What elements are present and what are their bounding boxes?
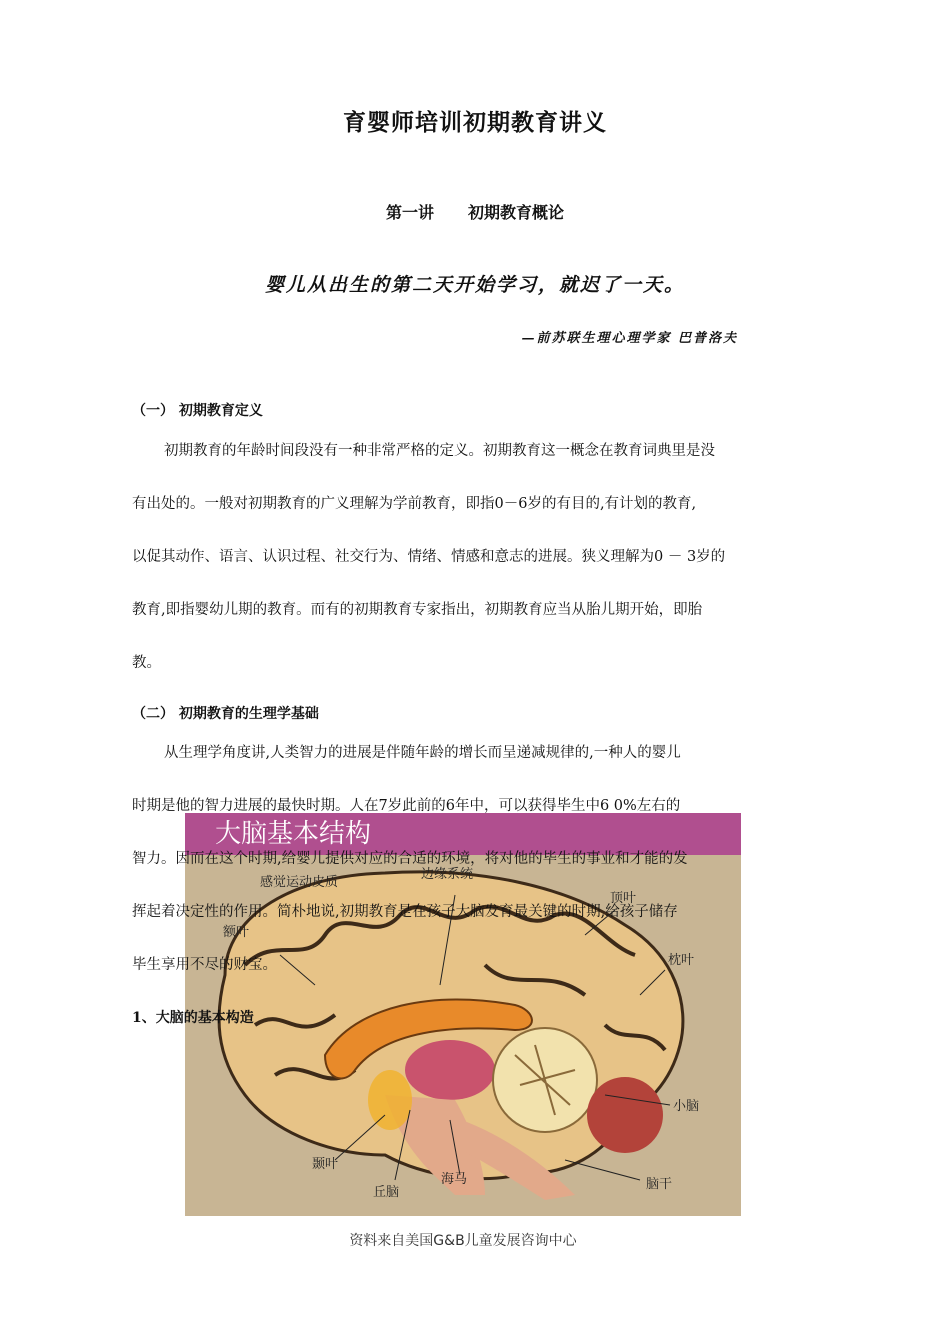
label-occipital: 枕叶	[668, 953, 695, 968]
paragraph-line: 以促其动作、语言、认识过程、社交行为、情绪、情感和意志的进展。狭义理解为0 － 3岁的	[132, 549, 726, 565]
paragraph-line: 有出处的。一般对初期教育的广义理解为学前教育，即指0－6岁的有目的,有计划的教育,	[132, 496, 697, 512]
label-hippocampus: 海马	[441, 1172, 468, 1187]
section-heading-physiology: （二） 初期教育的生理学基础	[132, 706, 319, 722]
lecture-number: 第一讲	[385, 203, 434, 222]
label-cortex: 感觉运动皮质	[260, 875, 339, 890]
paragraph-line: 毕生享用不尽的财宝。	[132, 957, 277, 973]
label-thalamus: 丘脑	[373, 1185, 400, 1200]
paragraph-line: 智力。因而在这个时期,给婴儿提供对应的合适的环境，将对他的毕生的事业和才能的发	[132, 851, 688, 867]
epigraph-quote: 婴儿从出生的第二天开始学习，就迟了一天。	[264, 274, 685, 296]
figure-header: 大脑基本结构	[185, 813, 741, 855]
document-title: 育婴师培训初期教育讲义	[343, 109, 607, 136]
label-limbic: 边缘系统	[421, 867, 474, 882]
paragraph-physiology	[132, 727, 806, 992]
label-parietal: 顶叶	[610, 891, 637, 906]
paragraph-line: 挥起着决定性的作用。简朴地说,初期教育是在孩子大脑发育最关键的时期,给孩子储存	[132, 904, 678, 920]
label-frontal: 额叶	[223, 925, 250, 940]
paragraph-line: 时期是他的智力进展的最快时期。人在7岁此前的6年中，可以获得毕生中6 0%左右的	[132, 798, 681, 814]
label-temporal: 颞叶	[312, 1157, 339, 1172]
paragraph-line: 教。	[132, 655, 161, 671]
section-heading-definition: （一） 初期教育定义	[132, 403, 263, 419]
label-brainstem: 脑干	[646, 1177, 673, 1192]
paragraph-line: 从生理学角度讲,人类智力的进展是伴随年龄的增长而呈递减规律的,一种人的婴儿	[164, 745, 681, 761]
paragraph-definition	[132, 425, 806, 690]
lecture-topic: 初期教育概论	[468, 203, 565, 222]
paragraph-line: 教育,即指婴幼儿期的教育。而有的初期教育专家指出，初期教育应当从胎儿期开始，即胎	[132, 602, 703, 618]
lecture-heading	[0, 200, 950, 223]
epigraph-attribution: —前苏联生理心理学家 巴普洛夫	[521, 331, 738, 346]
label-cerebellum: 小脑	[673, 1099, 700, 1114]
figure-source-note: 资料来自美国G&B儿童发展咨询中心	[185, 1216, 741, 1267]
subheading-brain-structure: 1、大脑的基本构造	[132, 1010, 254, 1026]
paragraph-line: 初期教育的年龄时间段没有一种非常严格的定义。初期教育这一概念在教育词典里是没	[164, 443, 715, 459]
